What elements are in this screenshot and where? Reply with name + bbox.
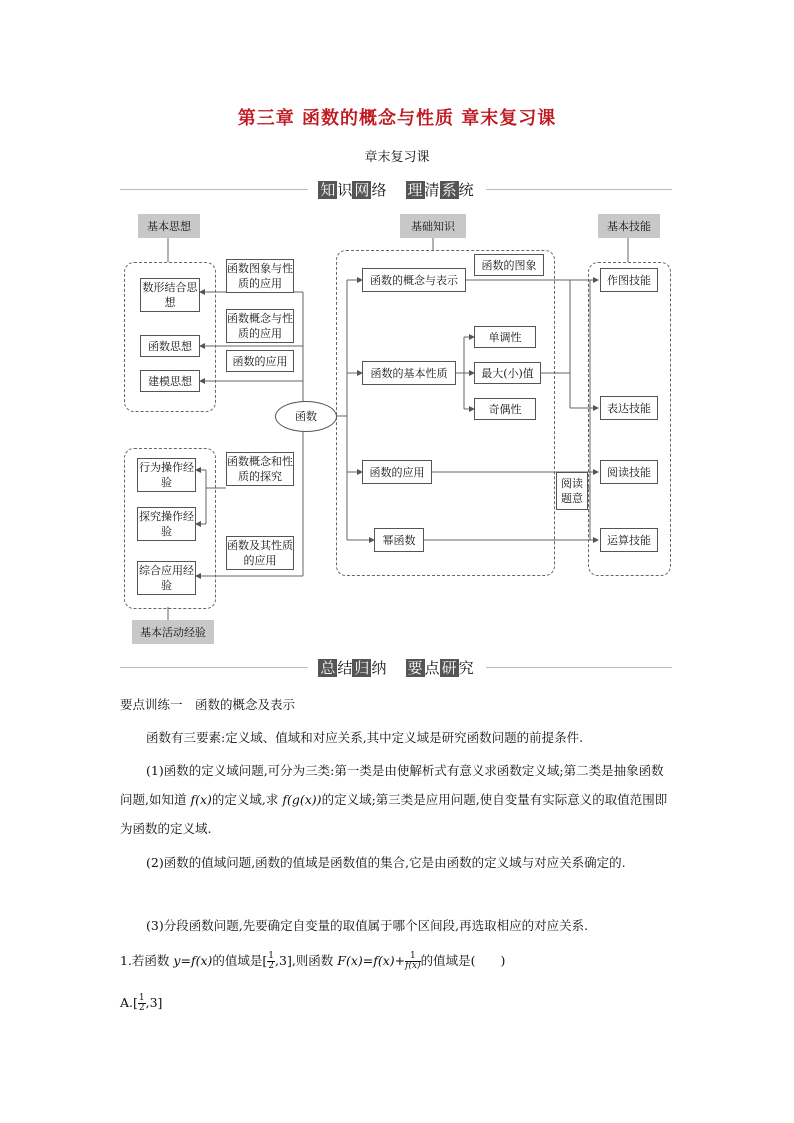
knowledge-power-function: 幂函数 [374,528,424,552]
center-function: 函数 [275,401,337,432]
skill-drawing: 作图技能 [600,268,658,292]
page-subtitle: 章末复习课 [364,150,430,165]
fgx-expression: f(g(x)) [282,792,322,807]
knowledge-application: 函数的应用 [362,460,432,484]
knowledge-concept: 函数的概念与表示 [362,268,466,292]
label-function-apply: 函数的应用 [226,350,294,372]
option-a: A.[ $\frac{1}{2}$ ,3] [120,993,163,1013]
knowledge-properties: 函数的基本性质 [362,361,456,385]
question-1: 1.若函数 y=f(x)的值域是[ $\frac{1}{2}$ ,3],则函数 F(x)=f(x)+ $\frac{1}{f(x)}$ 的值域是( ) [120,951,506,971]
section-heading: 要点训练一 函数的概念及表示 [120,697,296,712]
paragraph-domain: (1)函数的定义域问题,可分为三类:第一类是由使解析式有意义求函数定义域;第二类是抽象函数问题,如知道 f(x)的定义域,求 f(g(x))的定义域;第三类是应用问题,使自变量有实际意义的取值范围即为函数的定义域. [120,763,668,836]
section-banner-summary: 总 结 归 纳 要 点 研 究 [120,657,672,677]
fx-expression: f(x) [190,792,212,807]
idea-modeling: 建模思想 [140,370,200,392]
label-concept-property-apply: 函数概念与性质的应用 [226,309,294,343]
label-concept-explore: 函数概念和性质的探究 [226,452,294,486]
fraction-half-option: $\frac{1}{2}$ [138,993,145,1013]
prop-parity: 奇偶性 [474,398,536,420]
header-activity-experience: 基本活动经验 [132,620,214,644]
intro-paragraph: 函数有三要素:定义域、值域和对应关系,其中定义域是研究函数问题的前提条件. [146,730,584,745]
idea-function: 函数思想 [140,335,200,357]
label-graph-property-apply: 函数图象与性质的应用 [226,259,294,293]
section-banner-knowledge: 知 识 网 络 理 清 系 统 [120,179,672,199]
label-function-graph: 函数的图象 [474,254,544,276]
idea-shape-number: 数形结合思想 [140,278,200,312]
page-title: 第三章 函数的概念与性质 章末复习课 [237,108,557,129]
skill-expression: 表达技能 [600,396,658,420]
header-basic-ideas: 基本思想 [138,214,200,238]
paragraph-range: (2)函数的值域问题,函数的值域是函数值的集合,它是由函数的定义域与对应关系确定的. [146,855,626,870]
skill-reading: 阅读技能 [600,460,658,484]
skill-calculation: 运算技能 [600,528,658,552]
label-property-apply: 函数及其性质的应用 [226,536,294,570]
exp-comprehensive: 综合应用经验 [137,561,196,595]
fraction-reciprocal: $\frac{1}{f(x)}$ [405,951,421,971]
prop-monotonicity: 单调性 [474,326,536,348]
paragraph-piecewise: (3)分段函数问题,先要确定自变量的取值属于哪个区间段,再选取相应的对应关系. [146,918,589,933]
exp-explore: 探究操作经验 [137,507,196,541]
header-basic-knowledge: 基础知识 [400,214,466,238]
exp-behavior: 行为操作经验 [137,458,196,492]
label-read-question: 阅读题意 [556,472,588,510]
header-basic-skills: 基本技能 [598,214,660,238]
prop-extremum: 最大(小)值 [474,362,541,384]
fraction-half: $\frac{1}{2}$ [268,951,275,971]
